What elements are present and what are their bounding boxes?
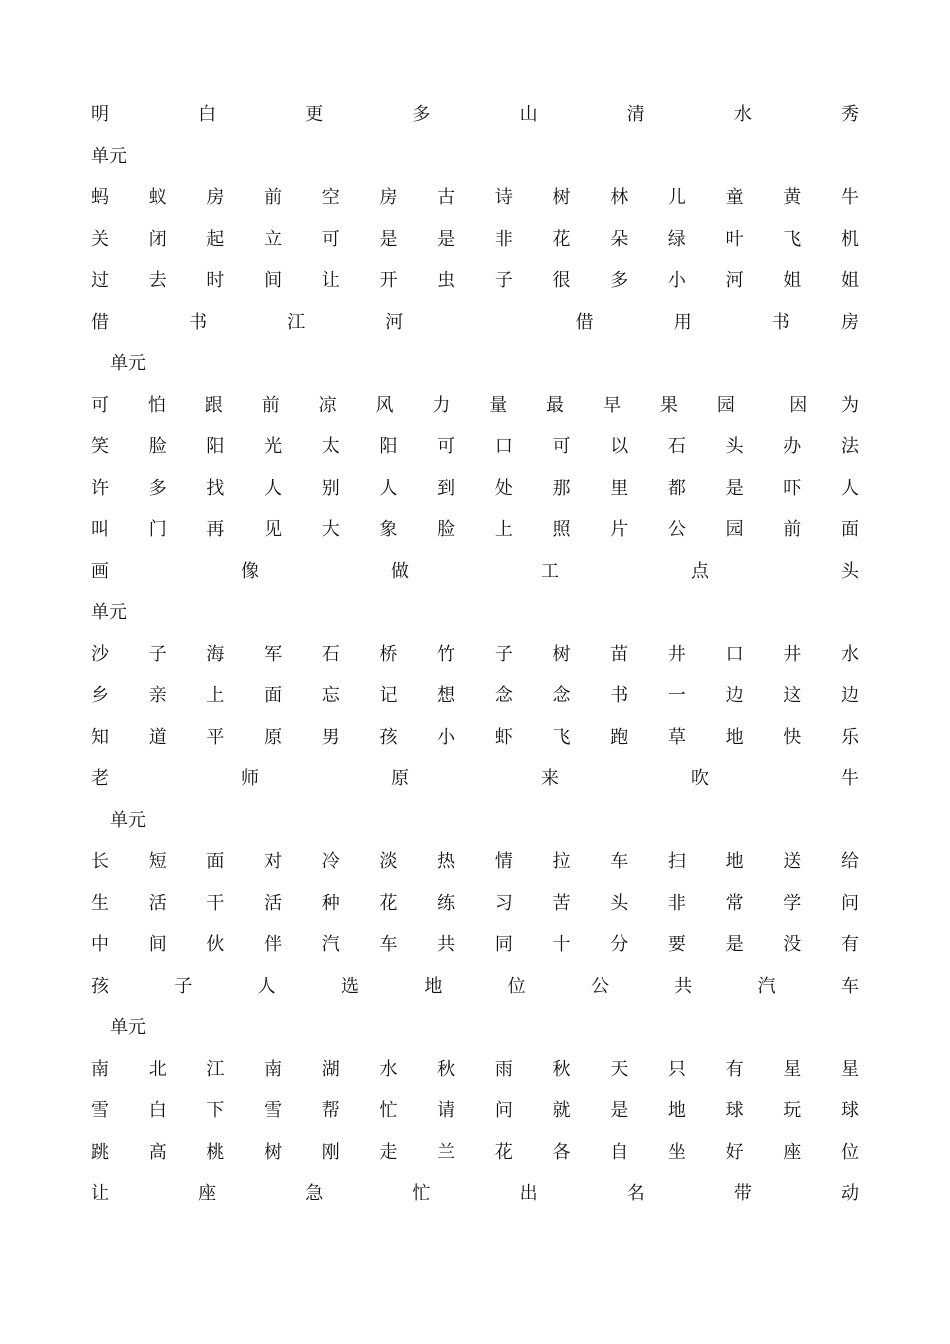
vocab-char: 天 bbox=[610, 1058, 629, 1080]
vocab-char: 飞 bbox=[552, 726, 571, 748]
vocab-char: 牛 bbox=[841, 768, 859, 789]
vocab-char: 最 bbox=[546, 394, 565, 416]
vocab-char: 师 bbox=[241, 768, 259, 789]
vocab-char: 跟 bbox=[204, 394, 223, 416]
vocab-char: 雨 bbox=[494, 1058, 513, 1080]
vocab-line bbox=[91, 972, 859, 1002]
vocab-char: 这 bbox=[783, 685, 802, 706]
vocab-char: 人 bbox=[264, 477, 283, 499]
vocab-char: 为 bbox=[841, 394, 859, 416]
vocab-char: 学 bbox=[783, 892, 802, 914]
vocab-char: 虫 bbox=[437, 270, 456, 291]
vocab-char: 位 bbox=[507, 975, 526, 997]
vocab-char: 果 bbox=[659, 394, 678, 416]
vocab-char: 黄 bbox=[783, 187, 802, 208]
vocab-char: 快 bbox=[783, 726, 802, 748]
vocab-char: 找 bbox=[206, 477, 225, 499]
vocab-char: 车 bbox=[840, 975, 859, 997]
vocab-char: 习 bbox=[494, 892, 513, 914]
vocab-char: 让 bbox=[321, 270, 340, 291]
vocab-char: 十 bbox=[552, 934, 571, 955]
vocab-char: 想 bbox=[437, 685, 456, 706]
vocab-char: 树 bbox=[264, 1141, 283, 1163]
vocab-char: 给 bbox=[840, 851, 859, 872]
vocab-char: 叫 bbox=[91, 519, 109, 540]
vocab-char: 姐 bbox=[840, 270, 859, 291]
vocab-char: 叶 bbox=[725, 228, 744, 250]
vocab-char: 关 bbox=[91, 228, 109, 250]
vocab-char: 过 bbox=[91, 270, 109, 291]
vocab-char: 牛 bbox=[840, 187, 859, 208]
vocab-char: 脸 bbox=[148, 436, 167, 457]
vocab-line bbox=[91, 640, 859, 670]
vocab-char: 水 bbox=[733, 104, 752, 125]
vocab-char: 房 bbox=[379, 187, 398, 208]
vocab-char: 活 bbox=[264, 892, 283, 914]
vocab-line bbox=[91, 308, 859, 338]
vocab-char: 量 bbox=[489, 394, 508, 416]
vocab-char: 生 bbox=[91, 892, 109, 914]
vocab-char: 来 bbox=[541, 768, 559, 789]
vocab-char: 带 bbox=[733, 1183, 752, 1204]
unit-heading: 单元 bbox=[91, 145, 127, 167]
vocab-char: 位 bbox=[840, 1141, 859, 1163]
vocab-char: 借 bbox=[575, 311, 594, 333]
vocab-char: 汽 bbox=[321, 934, 340, 955]
vocab-char: 中 bbox=[91, 934, 109, 955]
vocab-char: 球 bbox=[725, 1100, 744, 1121]
vocab-char: 用 bbox=[673, 311, 692, 333]
vocab-char: 书 bbox=[189, 311, 208, 333]
vocab-char: 高 bbox=[148, 1141, 167, 1163]
vocab-char: 白 bbox=[148, 1100, 167, 1121]
vocab-char: 姐 bbox=[783, 270, 802, 291]
vocab-char: 公 bbox=[590, 975, 609, 997]
vocab-char: 大 bbox=[321, 519, 340, 540]
vocab-char: 井 bbox=[667, 643, 686, 665]
vocab-char: 记 bbox=[379, 685, 398, 706]
vocab-char: 早 bbox=[603, 394, 622, 416]
vocab-char: 见 bbox=[264, 519, 283, 540]
vocab-char: 脸 bbox=[437, 519, 456, 540]
vocab-char: 像 bbox=[241, 560, 259, 582]
vocab-char: 花 bbox=[552, 228, 571, 250]
vocab-char: 阳 bbox=[379, 436, 398, 457]
vocab-char: 虾 bbox=[494, 726, 513, 748]
vocab-char: 扫 bbox=[667, 851, 686, 872]
vocab-char: 玩 bbox=[783, 1100, 802, 1121]
vocab-char: 干 bbox=[206, 892, 225, 914]
vocab-char: 很 bbox=[552, 270, 571, 291]
vocab-char: 秋 bbox=[437, 1058, 456, 1080]
vocab-char: 念 bbox=[552, 685, 571, 706]
vocab-char: 前 bbox=[261, 394, 280, 416]
vocab-line bbox=[91, 557, 859, 587]
vocab-char: 空 bbox=[321, 187, 340, 208]
vocab-char: 念 bbox=[494, 685, 513, 706]
vocab-char: 小 bbox=[667, 270, 686, 291]
vocab-line bbox=[91, 1138, 859, 1168]
vocab-char: 共 bbox=[674, 975, 693, 997]
vocab-line bbox=[91, 1055, 859, 1085]
vocab-char: 力 bbox=[432, 394, 451, 416]
vocab-char: 凉 bbox=[318, 394, 337, 416]
vocab-char: 子 bbox=[494, 643, 513, 665]
vocab-char: 座 bbox=[198, 1183, 217, 1204]
vocab-char: 江 bbox=[206, 1058, 225, 1080]
vocab-char: 孩 bbox=[379, 726, 398, 748]
vocab-char: 光 bbox=[264, 436, 283, 457]
vocab-char: 口 bbox=[494, 436, 513, 457]
vocab-char: 乐 bbox=[840, 726, 859, 748]
vocab-char: 林 bbox=[610, 187, 629, 208]
vocab-char: 多 bbox=[610, 270, 629, 291]
vocab-char: 石 bbox=[667, 436, 686, 457]
vocab-char: 机 bbox=[840, 228, 859, 250]
vocab-char: 孩 bbox=[91, 975, 109, 997]
vocab-char: 诗 bbox=[494, 187, 513, 208]
vocab-char: 头 bbox=[841, 560, 859, 582]
vocab-char: 蚂 bbox=[91, 187, 109, 208]
vocab-char: 再 bbox=[206, 519, 225, 540]
vocab-char: 房 bbox=[841, 311, 859, 333]
vocab-char: 口 bbox=[725, 643, 744, 665]
vocab-char: 兰 bbox=[437, 1141, 456, 1163]
unit-heading: 单元 bbox=[110, 1017, 146, 1038]
vocab-char: 处 bbox=[494, 477, 513, 499]
vocab-char: 面 bbox=[840, 519, 859, 540]
vocab-char: 秀 bbox=[840, 104, 859, 125]
vocab-char: 上 bbox=[494, 519, 513, 540]
vocab-char: 树 bbox=[552, 187, 571, 208]
vocab-char: 可 bbox=[321, 228, 340, 250]
vocab-char: 开 bbox=[379, 270, 398, 291]
vocab-char: 头 bbox=[725, 436, 744, 457]
vocab-line bbox=[91, 391, 859, 421]
vocab-char: 刚 bbox=[321, 1141, 340, 1163]
vocab-char: 问 bbox=[840, 892, 859, 914]
vocab-char: 面 bbox=[264, 685, 283, 706]
vocab-char: 前 bbox=[783, 519, 802, 540]
vocab-char: 坐 bbox=[667, 1141, 686, 1163]
vocab-char: 让 bbox=[91, 1183, 109, 1204]
vocab-char: 石 bbox=[321, 643, 340, 665]
vocab-char: 公 bbox=[667, 519, 686, 540]
vocab-char: 太 bbox=[321, 436, 340, 457]
vocab-char: 自 bbox=[610, 1141, 629, 1163]
vocab-char: 只 bbox=[667, 1058, 686, 1080]
vocab-char: 绿 bbox=[667, 228, 686, 250]
vocab-char: 车 bbox=[379, 934, 398, 955]
vocab-char: 沙 bbox=[91, 643, 109, 665]
vocab-char: 球 bbox=[840, 1100, 859, 1121]
vocab-line bbox=[91, 183, 859, 213]
vocab-char: 风 bbox=[375, 394, 394, 416]
vocab-char: 竹 bbox=[437, 643, 456, 665]
vocab-char: 怕 bbox=[147, 394, 166, 416]
vocab-char: 对 bbox=[264, 851, 283, 872]
vocab-char: 长 bbox=[91, 851, 109, 872]
vocab-char: 是 bbox=[379, 228, 398, 250]
vocab-char: 间 bbox=[264, 270, 283, 291]
vocab-char: 桥 bbox=[379, 643, 398, 665]
vocab-char: 苗 bbox=[610, 643, 629, 665]
vocab-char: 送 bbox=[783, 851, 802, 872]
unit-heading: 单元 bbox=[110, 809, 146, 831]
vocab-char: 常 bbox=[725, 892, 744, 914]
vocab-char: 多 bbox=[148, 477, 167, 499]
vocab-char: 点 bbox=[691, 560, 709, 582]
vocab-line bbox=[91, 515, 859, 545]
vocab-char: 桃 bbox=[206, 1141, 225, 1163]
vocab-char: 树 bbox=[552, 643, 571, 665]
vocab-char: 雪 bbox=[91, 1100, 109, 1121]
vocab-char: 同 bbox=[494, 934, 513, 955]
vocab-char: 可 bbox=[552, 436, 571, 457]
vocab-char: 苦 bbox=[552, 892, 571, 914]
vocab-char: 共 bbox=[437, 934, 456, 955]
vocab-char: 画 bbox=[91, 560, 109, 582]
vocab-char: 出 bbox=[519, 1183, 538, 1204]
vocab-char: 多 bbox=[412, 104, 431, 125]
vocab-char: 边 bbox=[840, 685, 859, 706]
vocab-char: 象 bbox=[379, 519, 398, 540]
vocab-char: 跳 bbox=[91, 1141, 109, 1163]
vocab-char: 以 bbox=[610, 436, 629, 457]
vocab-char: 有 bbox=[840, 934, 859, 955]
vocab-line bbox=[91, 930, 859, 960]
vocab-char: 立 bbox=[264, 228, 283, 250]
vocab-char: 忙 bbox=[412, 1183, 431, 1204]
vocab-char: 头 bbox=[610, 892, 629, 914]
vocab-char: 水 bbox=[840, 643, 859, 665]
vocab-char: 南 bbox=[264, 1058, 283, 1080]
vocab-line bbox=[91, 681, 859, 711]
vocab-char: 分 bbox=[610, 934, 629, 955]
vocab-char: 忙 bbox=[379, 1100, 398, 1121]
vocab-char: 帮 bbox=[321, 1100, 340, 1121]
vocab-char: 前 bbox=[264, 187, 283, 208]
vocab-char: 园 bbox=[716, 394, 735, 416]
vocab-char: 原 bbox=[264, 726, 283, 748]
vocab-char: 乡 bbox=[91, 685, 109, 706]
vocab-line bbox=[91, 474, 859, 504]
vocab-char: 子 bbox=[174, 975, 193, 997]
vocab-char: 吹 bbox=[691, 768, 709, 789]
vocab-char: 书 bbox=[771, 311, 790, 333]
vocab-line bbox=[91, 1179, 859, 1209]
vocab-char: 是 bbox=[725, 934, 744, 955]
vocab-char: 井 bbox=[783, 643, 802, 665]
vocab-char: 星 bbox=[783, 1058, 802, 1080]
vocab-char: 急 bbox=[305, 1183, 324, 1204]
vocab-char: 子 bbox=[494, 270, 513, 291]
vocab-char: 阳 bbox=[206, 436, 225, 457]
vocab-char: 童 bbox=[725, 187, 744, 208]
vocab-char: 冷 bbox=[321, 851, 340, 872]
vocab-char: 小 bbox=[437, 726, 456, 748]
vocab-char: 门 bbox=[148, 519, 167, 540]
vocab-line bbox=[91, 889, 859, 919]
vocab-char: 亲 bbox=[148, 685, 167, 706]
vocab-char: 因 bbox=[789, 394, 808, 416]
vocab-char: 男 bbox=[321, 726, 340, 748]
vocab-char: 老 bbox=[91, 768, 109, 789]
vocab-char: 蚁 bbox=[148, 187, 167, 208]
vocab-char: 有 bbox=[725, 1058, 744, 1080]
vocab-char: 法 bbox=[840, 436, 859, 457]
vocab-char: 山 bbox=[519, 104, 538, 125]
vocab-char: 边 bbox=[725, 685, 744, 706]
vocab-char: 到 bbox=[437, 477, 456, 499]
vocab-char: 伴 bbox=[264, 934, 283, 955]
vocab-char: 好 bbox=[725, 1141, 744, 1163]
vocab-char: 下 bbox=[206, 1100, 225, 1121]
vocab-char: 汽 bbox=[757, 975, 776, 997]
vocab-char: 里 bbox=[610, 477, 629, 499]
vocab-char: 时 bbox=[206, 270, 225, 291]
vocab-char: 拉 bbox=[552, 851, 571, 872]
vocab-char: 笑 bbox=[91, 436, 109, 457]
vocab-char: 河 bbox=[725, 270, 744, 291]
vocab-char: 人 bbox=[379, 477, 398, 499]
vocab-char: 伙 bbox=[206, 934, 225, 955]
vocab-char: 请 bbox=[437, 1100, 456, 1121]
vocab-char: 间 bbox=[148, 934, 167, 955]
vocab-char: 花 bbox=[379, 892, 398, 914]
vocab-char: 别 bbox=[321, 477, 340, 499]
vocab-char: 非 bbox=[494, 228, 513, 250]
vocab-char: 人 bbox=[257, 975, 276, 997]
vocab-line bbox=[91, 723, 859, 753]
vocab-char: 短 bbox=[148, 851, 167, 872]
vocab-char: 地 bbox=[725, 726, 744, 748]
vocab-char: 动 bbox=[840, 1183, 859, 1204]
vocab-line bbox=[91, 100, 859, 130]
vocab-char: 是 bbox=[725, 477, 744, 499]
vocab-char: 去 bbox=[148, 270, 167, 291]
vocab-char: 明 bbox=[91, 104, 109, 125]
vocab-char: 可 bbox=[437, 436, 456, 457]
vocab-char: 那 bbox=[552, 477, 571, 499]
vocab-char: 做 bbox=[391, 560, 409, 582]
vocab-char: 园 bbox=[725, 519, 744, 540]
vocab-line bbox=[91, 1096, 859, 1126]
vocab-char: 问 bbox=[494, 1100, 513, 1121]
vocab-char: 闭 bbox=[148, 228, 167, 250]
vocab-char: 草 bbox=[667, 726, 686, 748]
vocab-char: 非 bbox=[667, 892, 686, 914]
vocab-char: 人 bbox=[840, 477, 859, 499]
vocab-char: 上 bbox=[206, 685, 225, 706]
vocab-char: 房 bbox=[206, 187, 225, 208]
vocab-char: 练 bbox=[437, 892, 456, 914]
unit-heading: 单元 bbox=[91, 602, 127, 623]
vocab-char: 淡 bbox=[379, 851, 398, 872]
vocab-char: 要 bbox=[667, 934, 686, 955]
vocab-char: 知 bbox=[91, 726, 109, 748]
vocab-char: 地 bbox=[667, 1100, 686, 1121]
vocab-char: 没 bbox=[783, 934, 802, 955]
vocab-char: 可 bbox=[91, 394, 109, 416]
vocab-line bbox=[91, 764, 859, 794]
vocab-line bbox=[91, 225, 859, 255]
vocab-char: 清 bbox=[626, 104, 645, 125]
vocab-char: 办 bbox=[783, 436, 802, 457]
vocab-char: 座 bbox=[783, 1141, 802, 1163]
vocab-char: 海 bbox=[206, 643, 225, 665]
vocab-line bbox=[91, 432, 859, 462]
vocab-char: 跑 bbox=[610, 726, 629, 748]
vocab-char: 星 bbox=[840, 1058, 859, 1080]
vocab-char: 朵 bbox=[610, 228, 629, 250]
vocab-char: 是 bbox=[610, 1100, 629, 1121]
vocab-char: 飞 bbox=[783, 228, 802, 250]
vocab-char: 地 bbox=[424, 975, 443, 997]
vocab-char: 热 bbox=[437, 851, 456, 872]
vocab-line bbox=[91, 266, 859, 296]
vocab-char: 白 bbox=[198, 104, 217, 125]
vocab-char: 北 bbox=[148, 1058, 167, 1080]
vocab-char: 原 bbox=[391, 768, 409, 789]
vocab-char: 走 bbox=[379, 1141, 398, 1163]
vocab-char: 水 bbox=[379, 1058, 398, 1080]
vocab-char: 选 bbox=[340, 975, 359, 997]
vocab-char: 吓 bbox=[783, 477, 802, 499]
vocab-char: 花 bbox=[494, 1141, 513, 1163]
vocab-char: 古 bbox=[437, 187, 456, 208]
vocab-char: 照 bbox=[552, 519, 571, 540]
vocab-char: 都 bbox=[667, 477, 686, 499]
vocab-char: 就 bbox=[552, 1100, 571, 1121]
vocab-char: 地 bbox=[725, 851, 744, 872]
vocab-char: 一 bbox=[667, 685, 686, 706]
vocab-char: 片 bbox=[610, 519, 629, 540]
vocab-char: 道 bbox=[148, 726, 167, 748]
vocab-char: 湖 bbox=[321, 1058, 340, 1080]
vocab-char: 平 bbox=[206, 726, 225, 748]
vocab-char: 许 bbox=[91, 477, 109, 499]
vocab-char: 起 bbox=[206, 228, 225, 250]
vocab-char: 情 bbox=[494, 851, 513, 872]
vocab-char: 南 bbox=[91, 1058, 109, 1080]
vocab-char: 活 bbox=[148, 892, 167, 914]
vocab-char: 名 bbox=[626, 1183, 645, 1204]
vocab-char: 儿 bbox=[667, 187, 686, 208]
vocab-char: 各 bbox=[552, 1141, 571, 1163]
vocab-char: 工 bbox=[541, 560, 559, 582]
vocab-char: 借 bbox=[91, 311, 109, 333]
vocab-char: 江 bbox=[287, 311, 306, 333]
vocab-char: 河 bbox=[385, 311, 404, 333]
vocab-char: 面 bbox=[206, 851, 225, 872]
vocab-line bbox=[91, 847, 859, 877]
vocab-char: 子 bbox=[148, 643, 167, 665]
vocab-char: 是 bbox=[437, 228, 456, 250]
vocab-char: 种 bbox=[321, 892, 340, 914]
vocab-char: 忘 bbox=[321, 685, 340, 706]
vocab-char: 秋 bbox=[552, 1058, 571, 1080]
unit-heading: 单元 bbox=[110, 353, 146, 374]
vocab-char: 书 bbox=[610, 685, 629, 706]
vocab-char: 雪 bbox=[264, 1100, 283, 1121]
vocab-char: 军 bbox=[264, 643, 283, 665]
vocab-char: 车 bbox=[610, 851, 629, 872]
vocab-char: 更 bbox=[305, 104, 324, 125]
